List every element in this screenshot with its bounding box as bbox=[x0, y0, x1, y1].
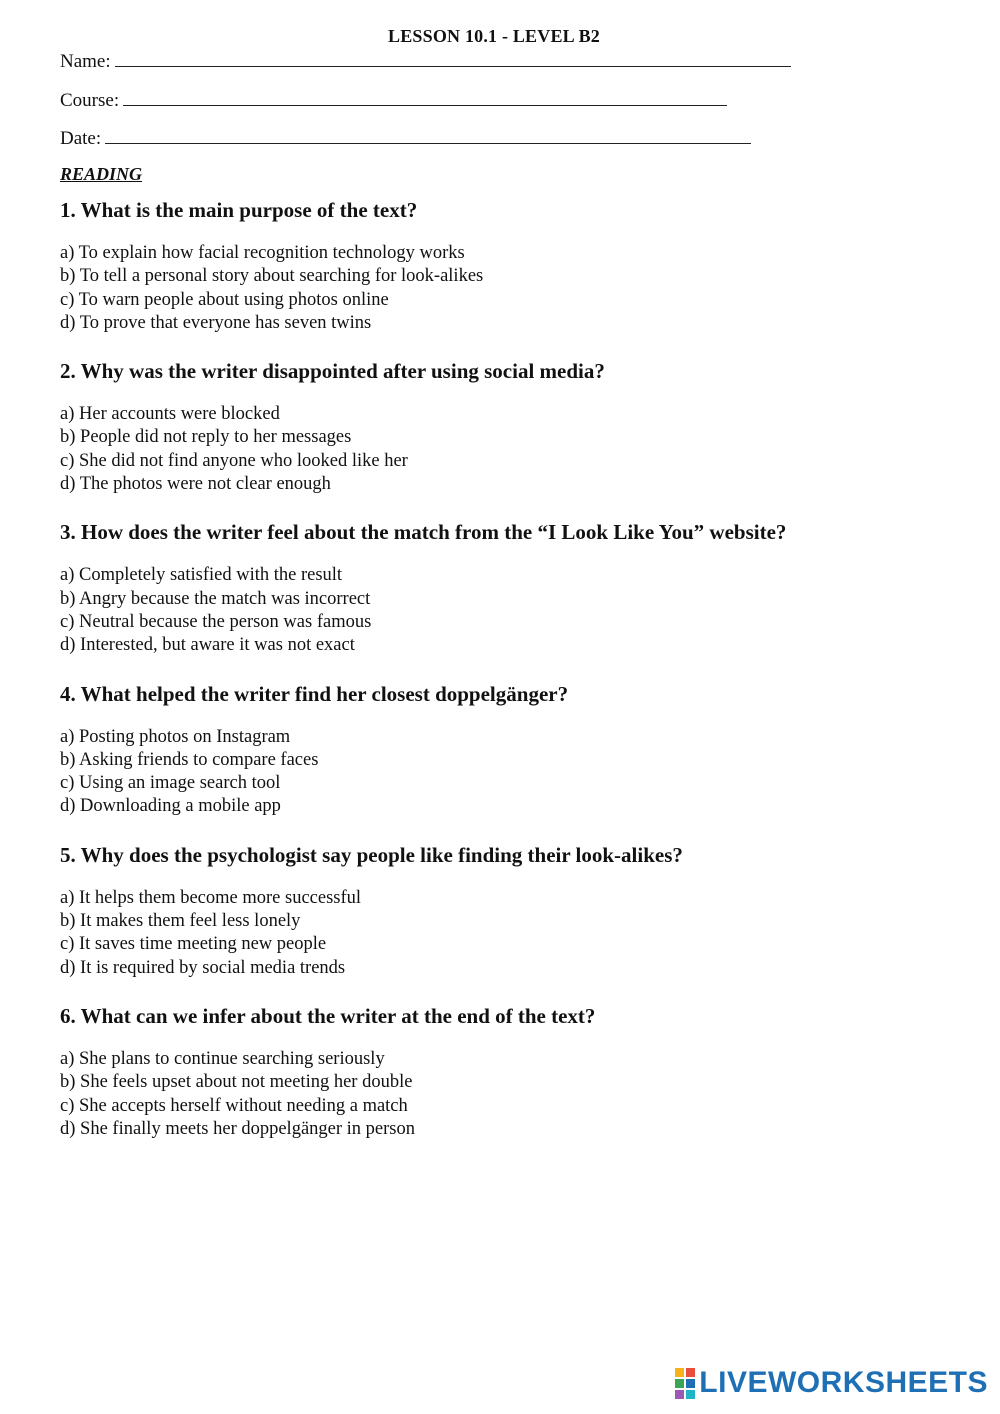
date-label: Date: bbox=[60, 128, 102, 149]
option-c[interactable]: c) Using an image search tool bbox=[60, 773, 281, 794]
option-b[interactable]: b) It makes them feel less lonely bbox=[60, 911, 301, 932]
logo-tile bbox=[675, 1368, 684, 1377]
option-c[interactable]: c) It saves time meeting new people bbox=[60, 934, 327, 955]
logo-tile bbox=[686, 1379, 695, 1388]
logo-tile bbox=[675, 1390, 684, 1399]
option-d[interactable]: d) To prove that everyone has seven twins bbox=[60, 312, 372, 333]
question-text: 6. What can we infer about the writer at the end of the text? bbox=[60, 1003, 596, 1028]
option-list bbox=[60, 726, 960, 819]
question-1 bbox=[60, 196, 960, 335]
option-a[interactable]: a) Posting photos on Instagram bbox=[60, 726, 291, 747]
question-text: 2. Why was the writer disappointed after using social media? bbox=[60, 359, 605, 384]
logo-tile bbox=[675, 1379, 684, 1388]
name-label: Name: bbox=[60, 51, 111, 72]
option-list bbox=[60, 564, 960, 657]
section-heading: READING bbox=[60, 164, 143, 184]
course-label: Course: bbox=[60, 90, 120, 111]
option-b[interactable]: b) People did not reply to her messages bbox=[60, 427, 352, 448]
option-b[interactable]: b) Angry because the match was incorrect bbox=[60, 588, 371, 609]
option-b[interactable]: b) She feels upset about not meeting her double bbox=[60, 1072, 413, 1093]
name-field bbox=[60, 50, 791, 73]
option-b[interactable]: b) To tell a personal story about searching for look-alikes bbox=[60, 266, 484, 287]
question-4 bbox=[60, 680, 960, 819]
question-6 bbox=[60, 1002, 960, 1141]
question-text: 1. What is the main purpose of the text? bbox=[60, 198, 418, 222]
option-list bbox=[60, 242, 960, 335]
option-list bbox=[60, 887, 960, 980]
course-field bbox=[60, 89, 727, 112]
logo-tile bbox=[686, 1390, 695, 1399]
liveworksheets-logo-icon bbox=[675, 1368, 695, 1399]
name-answer-line[interactable] bbox=[115, 50, 791, 67]
question-text: 5. Why does the psychologist say people like finding their look-alikes? bbox=[60, 842, 683, 867]
option-d[interactable]: d) It is required by social media trends bbox=[60, 957, 346, 978]
option-d[interactable]: d) Downloading a mobile app bbox=[60, 796, 281, 817]
option-d[interactable]: d) The photos were not clear enough bbox=[60, 474, 331, 495]
option-a[interactable]: a) Completely satisfied with the result bbox=[60, 565, 343, 586]
question-5 bbox=[60, 841, 960, 980]
question-text: 4. What helped the writer find her closest doppelgänger? bbox=[60, 681, 569, 706]
question-text: 3. How does the writer feel about the match from the “I Look Like You” website? bbox=[60, 520, 787, 545]
date-answer-line[interactable] bbox=[105, 127, 751, 144]
course-answer-line[interactable] bbox=[123, 89, 727, 106]
option-a[interactable]: a) To explain how facial recognition technology works bbox=[60, 243, 465, 263]
page-title: LESSON 10.1 - LEVEL B2 bbox=[388, 26, 600, 46]
option-d[interactable]: d) Interested, but aware it was not exact bbox=[60, 635, 355, 656]
question-list bbox=[60, 196, 960, 1163]
option-list bbox=[60, 403, 960, 496]
option-a[interactable]: a) It helps them become more successful bbox=[60, 887, 362, 908]
option-list bbox=[60, 1048, 960, 1141]
question-2 bbox=[60, 357, 960, 496]
option-c[interactable]: c) Neutral because the person was famous bbox=[60, 611, 372, 632]
option-a[interactable]: a) She plans to continue searching seriously bbox=[60, 1048, 385, 1069]
option-c[interactable]: c) She accepts herself without needing a match bbox=[60, 1095, 408, 1116]
option-a[interactable]: a) Her accounts were blocked bbox=[60, 404, 280, 425]
option-c[interactable]: c) To warn people about using photos online bbox=[60, 289, 389, 310]
logo-tile bbox=[686, 1368, 695, 1377]
question-3 bbox=[60, 518, 960, 657]
option-d[interactable]: d) She finally meets her doppelgänger in person bbox=[60, 1118, 415, 1139]
logo-text: LIVEWORKSHEETS bbox=[699, 1366, 988, 1399]
option-b[interactable]: b) Asking friends to compare faces bbox=[60, 749, 319, 770]
liveworksheets-logo[interactable] bbox=[675, 1366, 988, 1400]
option-c[interactable]: c) She did not find anyone who looked like her bbox=[60, 450, 408, 471]
date-field bbox=[60, 127, 751, 150]
